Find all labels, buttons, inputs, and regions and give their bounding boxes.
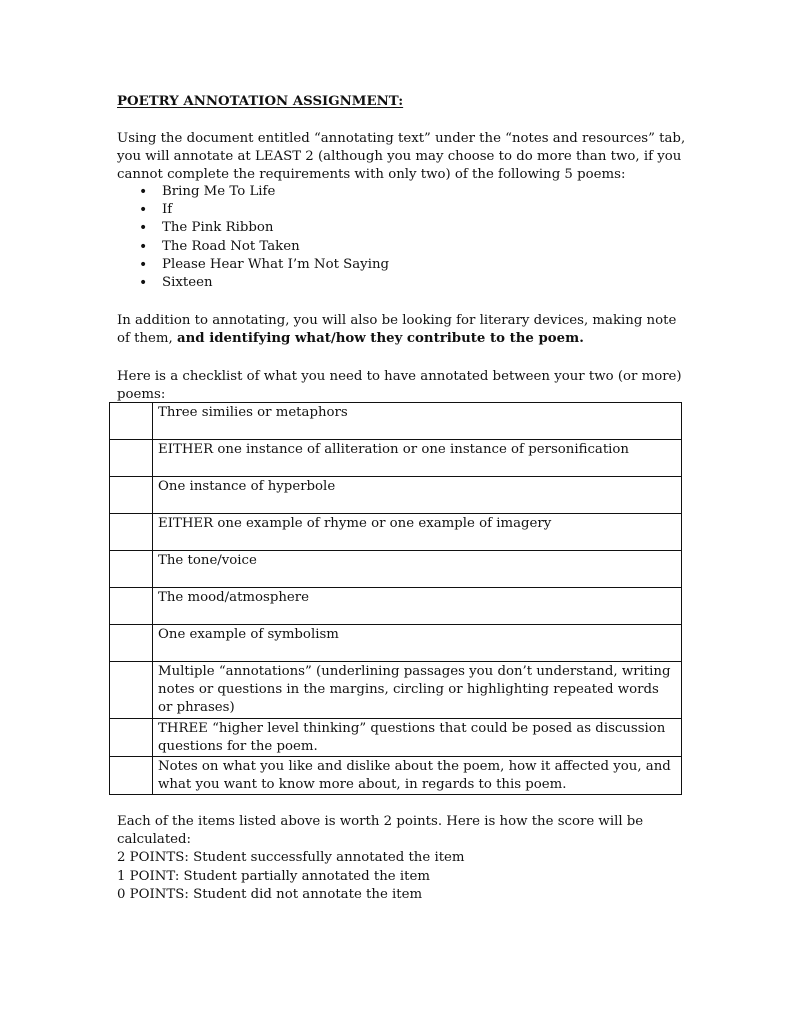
paragraph-line	[117, 330, 676, 348]
intro-line: Using the document entitled “annotating text” under the “notes and resources” tab,	[117, 131, 686, 146]
checklist-row	[110, 551, 682, 588]
scoring-section	[117, 813, 643, 904]
literary-devices-paragraph	[117, 312, 676, 348]
check-cell	[110, 662, 153, 719]
checklist-row	[110, 403, 682, 440]
checklist-intro-line: Here is a checklist of what you need to have annotated between your two (or more)	[117, 369, 682, 384]
checklist-row	[110, 662, 682, 719]
poem-list-item	[117, 219, 389, 237]
check-cell	[110, 514, 153, 551]
check-cell	[110, 440, 153, 477]
checklist-intro	[117, 368, 682, 404]
checklist-row	[110, 514, 682, 551]
checklist-item: One instance of hyperbole	[153, 477, 682, 514]
paragraph-plain-text: of them,	[117, 331, 177, 347]
checklist-item: EITHER one instance of alliteration or one instance of personification	[153, 440, 682, 477]
checklist-item: EITHER one example of rhyme or one example of imagery	[153, 514, 682, 551]
intro-line: cannot complete the requirements with only two) of the following 5 poems:	[117, 167, 626, 183]
annotation-checklist-table	[109, 402, 682, 795]
checklist-item: One example of symbolism	[153, 625, 682, 662]
checklist-item: THREE “higher level thinking” questions that could be posed as discussion questions for the poem.	[153, 718, 682, 756]
checklist-item: The tone/voice	[153, 551, 682, 588]
checklist-row	[110, 757, 682, 795]
paragraph-line: In addition to annotating, you will also be looking for literary devices, making note	[117, 313, 677, 328]
paragraph-bold-text: and identifying what/how they contribute to the poem.	[177, 331, 584, 347]
poem-list-item	[117, 201, 389, 219]
check-cell	[110, 403, 153, 440]
poem-list-item	[117, 256, 389, 274]
poem-title: Sixteen	[162, 274, 213, 290]
assignment-title: POETRY ANNOTATION ASSIGNMENT:	[117, 94, 404, 109]
poem-list-item	[117, 274, 389, 292]
checklist-item: Multiple “annotations” (underlining passages you don’t understand, writing notes or questions in the margins, circling or highlighting repeated words or phrases)	[153, 662, 682, 719]
poem-title: Bring Me To Life	[162, 184, 276, 199]
scoring-line: Each of the items listed above is worth 2 points. Here is how the score will be	[117, 814, 644, 829]
checklist-item: Three similies or metaphors	[153, 403, 682, 440]
check-cell	[110, 588, 153, 625]
poem-title: The Road Not Taken	[162, 238, 300, 254]
intro-line: you will annotate at LEAST 2 (although you may choose to do more than two, if you	[117, 149, 682, 165]
check-cell	[110, 757, 153, 795]
check-cell	[110, 718, 153, 756]
scoring-line: calculated:	[117, 832, 192, 848]
intro-paragraph	[117, 130, 697, 185]
checklist-item: Notes on what you like and dislike about the poem, how it affected you, and what you want to know more about, in regards to this poem.	[153, 757, 682, 795]
poem-list-item	[117, 238, 389, 256]
check-cell	[110, 477, 153, 514]
scoring-line: 1 POINT: Student partially annotated the item	[117, 868, 430, 884]
checklist-row	[110, 477, 682, 514]
scoring-line: 2 POINTS: Student successfully annotated the item	[117, 850, 465, 866]
check-cell	[110, 551, 153, 588]
checklist-intro-line: poems:	[117, 387, 166, 403]
poem-title: The Pink Ribbon	[162, 220, 274, 236]
checklist-row	[110, 718, 682, 756]
scoring-line: 0 POINTS: Student did not annotate the item	[117, 886, 423, 902]
poem-title: Please Hear What I’m Not Saying	[162, 256, 390, 272]
poem-title: If	[162, 202, 173, 218]
poem-list-item	[117, 183, 389, 201]
checklist-row	[110, 588, 682, 625]
checklist-row	[110, 440, 682, 477]
poem-list	[117, 183, 389, 292]
checklist-item: The mood/atmosphere	[153, 588, 682, 625]
check-cell	[110, 625, 153, 662]
checklist-row	[110, 625, 682, 662]
